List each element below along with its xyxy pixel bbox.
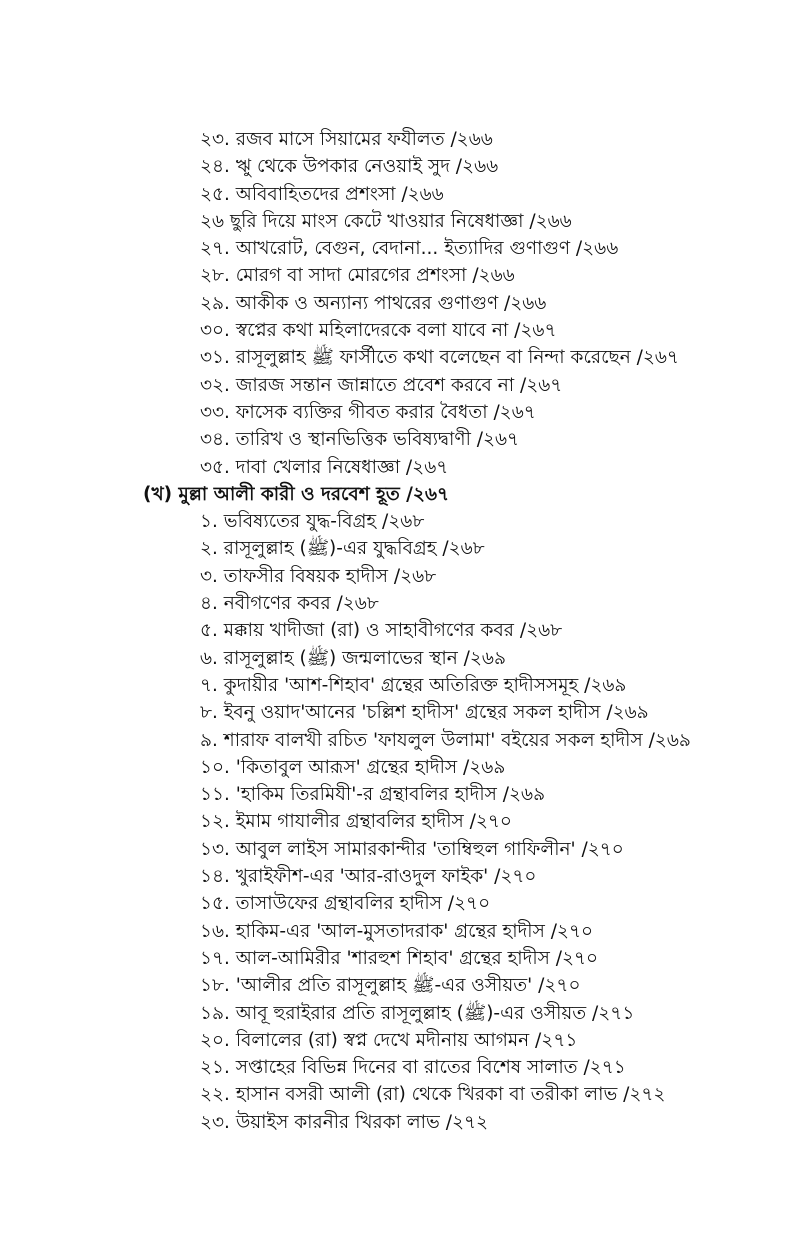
toc-item: ৪. নবীগণের কবর /২৬৮ — [200, 593, 379, 615]
toc-item: ১০. 'কিতাবুল আরূস' গ্রন্থের হাদীস /২৬৯ — [200, 756, 506, 778]
toc-item: ১৩. আবুল লাইস সামারকান্দীর 'তাম্বিহুল গাফিলীন' /২৭০ — [200, 838, 624, 860]
toc-item: ২৭. আখরোট, বেগুন, বেদানা... ইত্যাদির গুণাগুণ /২৬৬ — [200, 238, 619, 260]
toc-item: ১১. 'হাকিম তিরমিযী'-র গ্রন্থাবলির হাদীস /২৬৯ — [200, 784, 546, 806]
toc-item: ২৫. অবিবাহিতদের প্রশংসা /২৬৬ — [200, 183, 444, 205]
toc-item: ১৫. তাসাউফের গ্রন্থাবলির হাদীস /২৭০ — [200, 893, 491, 915]
section-heading: (খ) মুল্লা আলী কারী ও দরবেশ হূত /২৬৭ — [143, 483, 450, 505]
toc-item: ১৭. আল-আমিরীর 'শারহুশ শিহাব' গ্রন্থের হাদীস /২৭০ — [200, 947, 599, 969]
toc-item: ৫. মক্কায় খাদীজা (রা) ও সাহাবীগণের কবর /২৬৮ — [200, 620, 563, 642]
toc-item: ৬. রাসূলুল্লাহ (ﷺ) জন্মলাভের স্থান /২৬৯ — [200, 647, 506, 669]
toc-item: ৩২. জারজ সন্তান জান্নাতে প্রবেশ করবে না /২৬৭ — [200, 374, 563, 396]
toc-item: ২৪. ঋু থেকে উপকার নেওয়াই সুদ /২৬৬ — [200, 156, 499, 178]
toc-item: ৯. শারাফ বালখী রচিত 'ফাযলুল উলামা' বইয়ের সকল হাদীস /২৬৯ — [200, 729, 691, 751]
toc-item: ২৩. রজব মাসে সিয়ামের ফযীলত /২৬৬ — [200, 129, 493, 150]
toc-item: ২৬ ছুরি দিয়ে মাংস কেটে খাওয়ার নিষেধাজ্ঞা /২৬৬ — [200, 210, 572, 232]
toc-item: ২৩. উয়াইস কারনীর খিরকা লাভ /২৭২ — [200, 1111, 489, 1133]
toc-item: ১৯. আবূ হুরাইরার প্রতি রাসূলুল্লাহ (ﷺ)-এর ওসীয়ত /২৭১ — [200, 1002, 635, 1024]
toc-item: ২২. হাসান বসরী আলী (রা) থেকে খিরকা বা তরীকা লাভ /২৭২ — [200, 1084, 666, 1106]
toc-item: ২৮. মোরগ বা সাদা মোরগের প্রশংসা /২৬৬ — [200, 265, 515, 287]
toc-item: ৮. ইবনু ওয়াদ'আনের 'চল্লিশ হাদীস' গ্রন্থের সকল হাদীস /২৬৯ — [200, 702, 649, 724]
toc-item: ১৮. 'আলীর প্রতি রাসূলুল্লাহ ﷺ-এর ওসীয়ত' /২৭০ — [200, 975, 581, 997]
toc-item: ৭. কুদায়ীর 'আশ-শিহাব' গ্রন্থের অতিরিক্ত হাদীসসমূহ /২৬৯ — [200, 674, 627, 696]
toc-item: ৩১. রাসূলুল্লাহ ﷺ ফার্সীতে কথা বলেছেন বা নিন্দা করেছেন /২৬৭ — [200, 347, 679, 369]
toc-item: ২. রাসূলুল্লাহ (ﷺ)-এর যুদ্ধবিগ্রহ /২৬৮ — [200, 538, 485, 560]
toc-item: ৩০. স্বপ্নের কথা মহিলাদেরকে বলা যাবে না /২৬৭ — [200, 320, 557, 342]
table-of-contents — [0, 126, 800, 1136]
toc-item: ১৪. খুরাইফীশ-এর 'আর-রাওদুল ফাইক' /২৭০ — [200, 866, 537, 888]
toc-item: ১. ভবিষ্যতের যুদ্ধ-বিগ্রহ /২৬৮ — [200, 511, 425, 533]
toc-item: ২১. সপ্তাহের বিভিন্ন দিনের বা রাতের বিশেষ সালাত /২৭১ — [200, 1057, 626, 1079]
toc-item: ২৯. আকীক ও অন্যান্য পাথরের গুণাগুণ /২৬৬ — [200, 292, 547, 314]
toc-item: ৩৪. তারিখ ও স্থানভিত্তিক ভবিষ্যদ্বাণী /২৬৭ — [200, 429, 520, 451]
toc-item: ২০. বিলালের (রা) স্বপ্ন দেখে মদীনায় আগমন /২৭১ — [200, 1029, 578, 1051]
toc-item: ৩৫. দাবা খেলার নিষেধাজ্ঞা /২৬৭ — [200, 456, 449, 478]
toc-item: ১৬. হাকিম-এর 'আল-মুসতাদরাক' গ্রন্থের হাদীস /২৭০ — [200, 920, 594, 942]
toc-item: ৩৩. ফাসেক ব্যক্তির গীবত করার বৈধতা /২৬৭ — [200, 401, 536, 423]
toc-item: ৩. তাফসীর বিষয়ক হাদীস /২৬৮ — [200, 565, 437, 587]
toc-item: ১২. ইমাম গাযালীর গ্রন্থাবলির হাদীস /২৭০ — [200, 811, 512, 833]
